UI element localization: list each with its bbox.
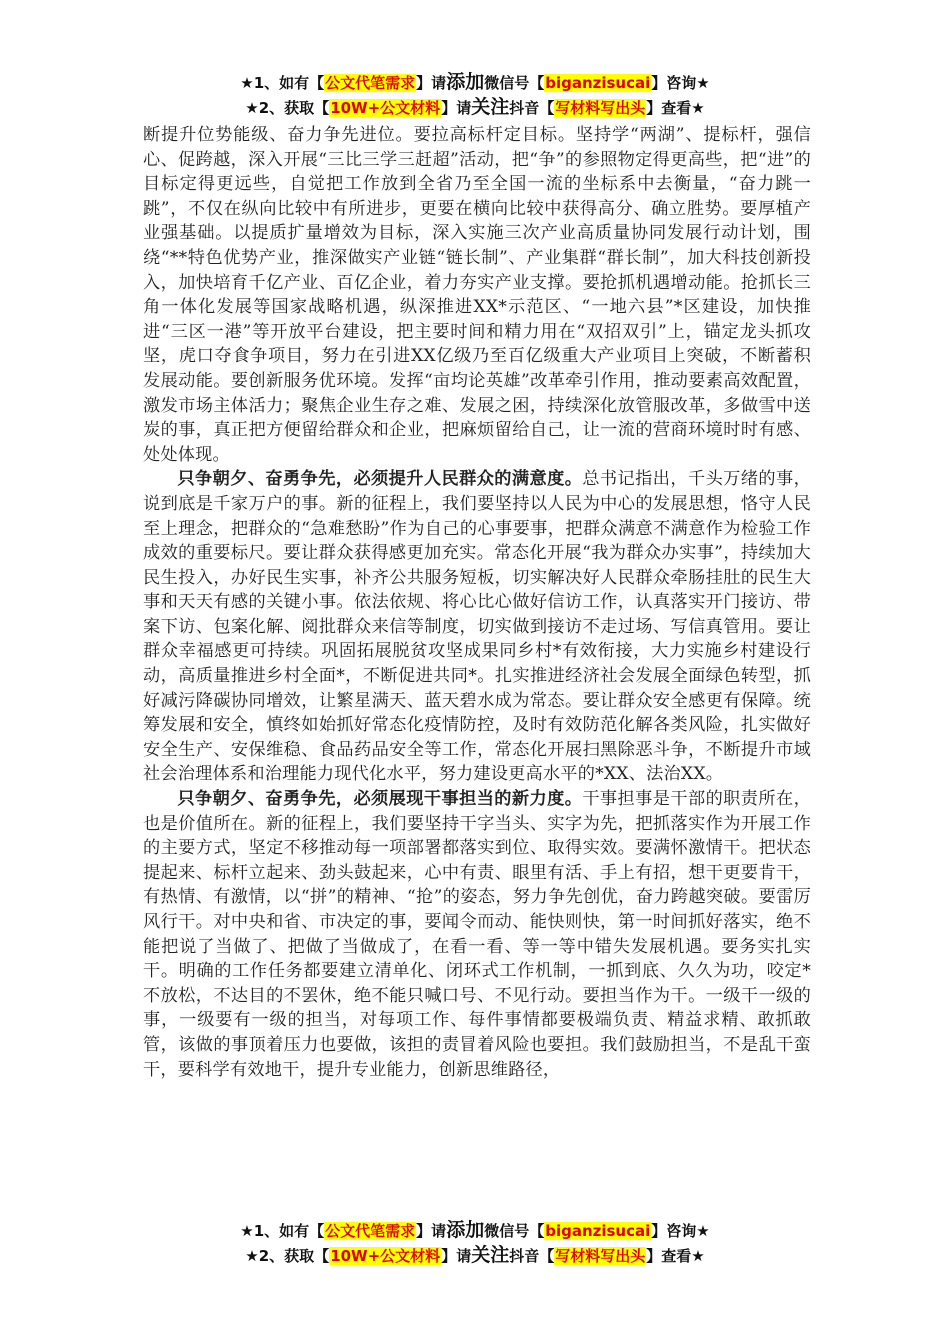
promo-line-1: ★1、如有【公文代笔需求】请添加微信号【biganzisucai】咨询★ bbox=[240, 71, 710, 93]
highlight-douyin: 写材料写出头 bbox=[555, 1247, 646, 1265]
highlight-wechat-id: biganzisucai bbox=[545, 74, 651, 92]
paragraph-2-heading: 只争朝夕、奋勇争先，必须提升人民群众的满意度。 bbox=[177, 469, 583, 490]
highlight-ghostwriting: 公文代笔需求 bbox=[325, 74, 416, 92]
paragraph-2: 只争朝夕、奋勇争先，必须提升人民群众的满意度。总书记指出，千头万绪的事，说到底是千家万户的事。新的征程上，我们要坚持以人民为中心的发展思想，恪守人民至上理念，把群众的“急难愁盼”作为自己的心事要事，把群众满意不满意作为检验工作成效的重要标尺。要让群众获得感更加充实。常态化开展“我为群众办实事”，持续加大民生投入，办好民生实事，补齐公共服务短板，切实解决好人民群众牵肠挂肚的民生大事和天天有感的关键小事。依法依规、将心比心做好信访工作，认真落实开门接访、带案下访、包案化解、阅批群众来信等制度，切实做到接访不走过场、写信真管用。要让群众幸福感更可持续。巩固拓展脱贫攻坚成果同乡村*有效衔接，大力实施乡村建设行动，高质量推进乡村全面*，不断促进共同*。扎实推进经济社会发展全面绿色转型，抓好减污降碳协同增效，让繁星满天、蓝天碧水成为常态。要让群众安全感更有保障。统筹发展和安全，慎终如始抓好常态化疫情防控，及时有效防范化解各类风险，扎实做好安全生产、安保维稳、食品药品安全等工作，常态化开展扫黑除恶斗争，不断提升市域社会治理体系和治理能力现代化水平，努力建设更高水平的*XX、法治XX。 bbox=[143, 469, 811, 785]
highlight-wechat-id: biganzisucai bbox=[545, 1222, 651, 1240]
promo-line-2: ★2、获取【10W+公文材料】请关注抖音【写材料写出头】查看★ bbox=[245, 96, 705, 118]
promo-line-2: ★2、获取【10W+公文材料】请关注抖音【写材料写出头】查看★ bbox=[245, 1244, 705, 1266]
highlight-materials: 10W+公文材料 bbox=[330, 1247, 441, 1265]
promo-banner-bottom bbox=[0, 1218, 950, 1268]
highlight-douyin: 写材料写出头 bbox=[555, 99, 646, 117]
paragraph-3-heading: 只争朝夕、奋勇争先，必须展现干事担当的新力度。 bbox=[177, 789, 583, 810]
promo-line-1: ★1、如有【公文代笔需求】请添加微信号【biganzisucai】咨询★ bbox=[240, 1219, 710, 1241]
paragraph-1: 断提升位势能级、奋力争先进位。要拉高标杆定目标。坚持学“两湖”、提标杆，强信心、促跨越，深入开展“三比三学三赶超”活动，把“争”的参照物定得更高些，把“进”的目标定得更远些，自觉把工作放到全省乃至全国一流的坐标系中去衡量，“奋力跳一跳”，不仅在纵向比较中有所进步，更要在横向比较中获得高分、确立胜势。要厚植产业强基础。以提质扩量增效为目标，深入实施三次产业高质量协同发展行动计划，围绕“**特色优势产业，推深做实产业链“链长制”、产业集群“群长制”，加大科技创新投入，加快培育千亿产业、百亿企业，着力夯实产业支撑。要抢抓机遇增动能。抢抓长三角一体化发展等国家战略机遇，纵深推进XX*示范区、“一地六县”*区建设，加快推进“三区一港”等开放平台建设，把主要时间和精力用在“双招双引”上，锚定龙头抓攻坚，虎口夺食争项目，努力在引进XX亿级乃至百亿级重大产业项目上突破，不断蓄积发展动能。要创新服务优环境。发挥“亩均论英雄”改革牵引作用，推动要素高效配置，激发市场主体活力；聚焦企业生存之难、发展之困，持续深化放管服改革，多做雪中送炭的事，真正把方便留给群众和企业，把麻烦留给自己，让一流的营商环境时时有感、处处体现。 bbox=[143, 125, 811, 465]
paragraph-3: 只争朝夕、奋勇争先，必须展现干事担当的新力度。干事担事是干部的职责所在，也是价值所在。新的征程上，我们要坚持干字当头、实字为先，把抓落实作为开展工作的主要方式，坚定不移推动每一项部署都落实到位、取得实效。要满怀激情干。把状态提起来、标杆立起来、劲头鼓起来，心中有责、眼里有活、手上有招，想干更要肯干，有热情、有激情，以“拼”的精神、“抢”的姿态，努力争先创优，奋力跨越突破。要雷厉风行干。对中央和省、市决定的事，要闻令而动、能快则快，第一时间抓好落实，绝不能把说了当做了、把做了当做成了，在看一看、等一等中错失发展机遇。要务实扎实干。明确的工作任务都要建立清单化、闭环式工作机制，一抓到底、久久为功，咬定*不放松，不达目的不罢休，绝不能只喊口号、不见行动。要担当作为干。一级干一级的事，一级要有一级的担当，对每项工作、每件事情都要极端负责、精益求精、敢抓敢管，该做的事顶着压力也要做，该担的责冒着风险也要担。我们鼓励担当，不是乱干蛮干，要科学有效地干，提升专业能力，创新思维路径， bbox=[143, 789, 811, 1080]
highlight-materials: 10W+公文材料 bbox=[330, 99, 441, 117]
promo-banner-top bbox=[0, 70, 950, 120]
highlight-ghostwriting: 公文代笔需求 bbox=[325, 1222, 416, 1240]
document-body bbox=[143, 123, 811, 1082]
